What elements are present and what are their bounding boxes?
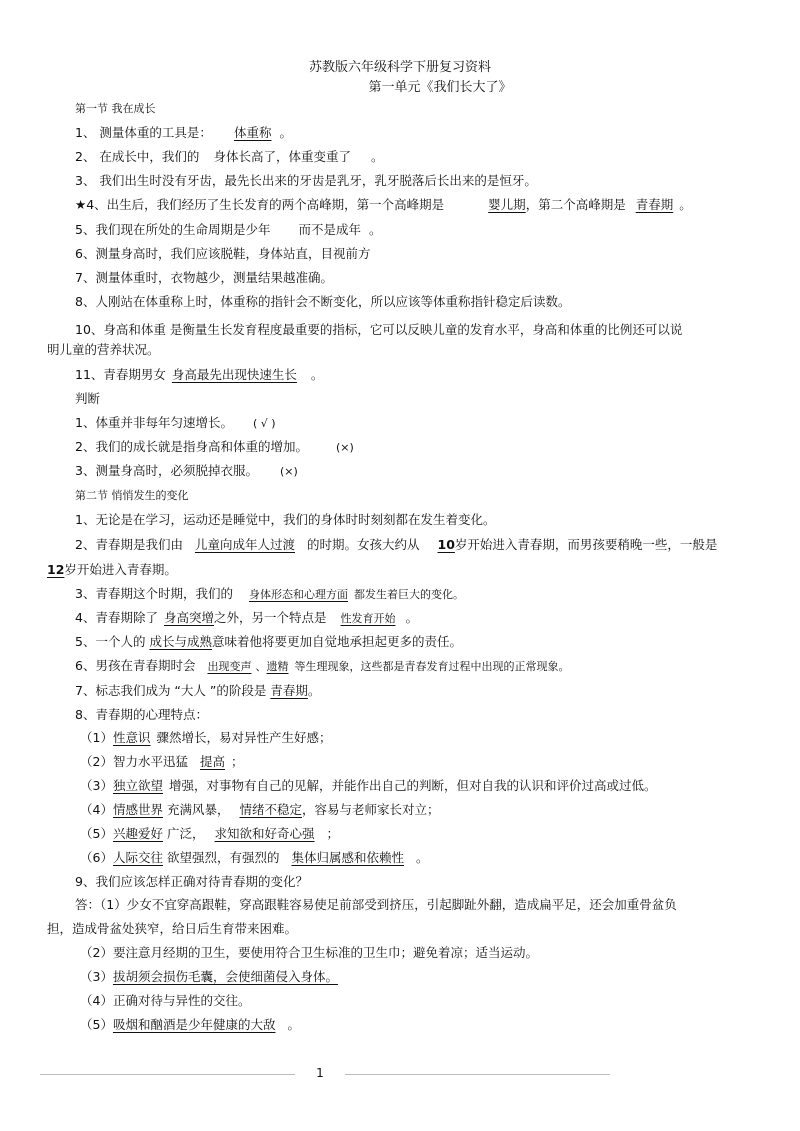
s1-q10-line1: 10、身高和体重 是衡量生长发育程度最重要的指标，它可以反映儿童的发育水平，身高和体重的比例还可以说 (75, 322, 683, 337)
s2-q3: 3、青春期这个时期，我们的 身体形态和心理方面 都发生着巨大的变化。 (75, 586, 464, 601)
answer-3: （3）拔胡须会损伤毛囊，会使细菌侵入身体。 (80, 969, 338, 984)
s2-q2: 2、青春期是我们由 儿童向成年人过渡 的时期。女孩大约从 10岁开始进入青春期，而男孩要稍晚一些，一般是 (75, 537, 718, 552)
footer-rule-right (345, 1074, 610, 1075)
psych-6: （6）人际交往 欲望强烈，有强烈的 集体归属感和依赖性 。 (80, 850, 429, 865)
psych-1: （1）性意识 骤然增长，易对异性产生好感； (80, 730, 332, 745)
s2-q5: 5、一个人的 成长与成熟意味着他将要更加自觉地承担起更多的责任。 (75, 634, 462, 649)
page-number: 1 (316, 1066, 324, 1080)
judgement-heading: 判断 (75, 391, 101, 406)
judge-2: 2、我们的成长就是指身高和体重的增加。 (×) (75, 439, 354, 454)
document-title: 苏教版六年级科学下册复习资料 (308, 60, 491, 75)
s1-q4: ★4、出生后，我们经历了生长发育的两个高峰期，第一个高峰期是 婴儿期，第二个高峰期是 青春期 。 (75, 197, 692, 212)
s2-q4: 4、青春期除了 身高突增之外，另一个特点是 性发育开始 。 (75, 610, 419, 625)
answer-5: （5）吸烟和酗酒是少年健康的大敌 。 (80, 1017, 300, 1032)
s1-q10-line2: 明儿童的营养状况。 (47, 342, 160, 357)
s1-q5: 5、我们现在所处的生命周期是少年 而不是成年 。 (75, 222, 382, 237)
psych-3: （3）独立欲望 增强，对事物有自己的见解，并能作出自己的判断，但对自我的认识和评价过高或过低。 (80, 778, 657, 793)
s1-q7: 7、测量体重时，衣物越少，测量结果越准确。 (75, 270, 333, 285)
judge-3: 3、测量身高时，必须脱掉衣服。 (×) (75, 463, 298, 478)
psych-5: （5）兴趣爱好 广泛， 求知欲和好奇心强 ； (80, 826, 340, 841)
s1-q2: 2、 在成长中，我们的 身体长高了，体重变重了 。 (75, 149, 384, 164)
s1-q8: 8、人刚站在体重称上时，体重称的指针会不断变化，所以应该等体重称指针稳定后读数。 (75, 294, 571, 309)
s1-q6: 6、测量身高时，我们应该脱鞋，身体站直，目视前方 (75, 246, 371, 261)
document-subtitle: 第一单元《我们长大了》 (368, 80, 512, 95)
s1-q3: 3、 我们出生时没有牙齿，最先长出来的牙齿是乳牙，乳牙脱落后长出来的是恒牙。 (75, 173, 537, 188)
answer-4: （4）正确对待与异性的交往。 (80, 993, 251, 1008)
answer-1-line2: 担，造成骨盆处狭窄，给日后生育带来困难。 (47, 921, 298, 936)
judge-1: 1、体重并非每年匀速增长。 ( √ ) (75, 415, 276, 430)
s2-q1: 1、无论是在学习，运动还是睡觉中，我们的身体时时刻刻都在发生着变化。 (75, 512, 496, 527)
s1-q11: 11、青春期男女 身高最先出现快速生长 。 (75, 367, 324, 382)
s2-q2-cont: 12岁开始进入青春期。 (47, 562, 177, 577)
s2-q7: 7、标志我们成为 “大人 ”的阶段是 青春期。 (75, 683, 321, 698)
footer-rule-left (40, 1074, 295, 1075)
answer-2: （2）要注意月经期的卫生，要使用符合卫生标准的卫生巾；避免着凉；适当运动。 (80, 945, 538, 960)
answer-1-line1: 答：（1）少女不宜穿高跟鞋，穿高跟鞋容易使足前部受到挤压，引起脚趾外翻，造成扁平足，还会加重骨盆负 (75, 897, 677, 912)
section-1-heading: 第一节 我在成长 (75, 102, 156, 115)
psych-4: （4）情感世界 充满风暴， 情绪不稳定，容易与老师家长对立； (80, 802, 440, 817)
s2-q9: 9、我们应该怎样正确对待青春期的变化？ (75, 874, 308, 889)
psych-2: （2）智力水平迅猛 提高 ； (80, 754, 244, 769)
s2-q6: 6、男孩在青春期时会 出现变声 、遗精 等生理现象，这些都是青春发育过程中出现的正常现象。 (75, 658, 570, 673)
section-2-heading: 第二节 悄悄发生的变化 (75, 489, 189, 502)
s1-q1: 1、 测量体重的工具是： 体重称 。 (75, 125, 292, 140)
s2-q8: 8、青春期的心理特点： (75, 707, 208, 722)
